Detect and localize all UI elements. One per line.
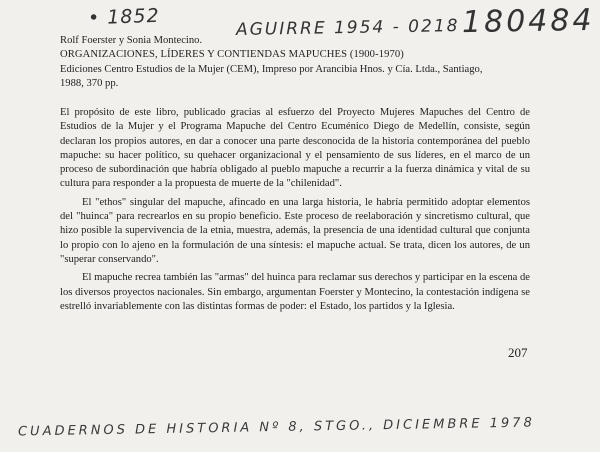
paragraph-3: El mapuche recrea también las "armas" del huinca para reclamar sus derechos y participar en la escena de los diversos proyectos nacionales. Sin embargo, argumentan Foerster y Montecino, la contestación indígena se estrelló invariablemente con las distintas formas de poder: el Estado, los partidos y la Iglesia. [60,272,530,312]
book-title: ORGANIZACIONES, LÍDERES Y CONTIENDAS MAPUCHES (1900-1970) [60,49,404,61]
review-body [60,106,530,318]
publisher-line-2: 1988, 370 pp. [60,77,119,89]
citation-block [60,34,550,91]
handwritten-source-note: CUADERNOS DE HISTORIA Nº 8, STGO., DICIEMBRE 1978 [17,415,535,440]
handwritten-record-number: 180484 [461,2,595,41]
handwritten-catalog-code: AGUIRRE 1954 - 0218 [235,16,460,40]
paragraph-1: El propósito de este libro, publicado gracias al esfuerzo del Proyecto Mujeres Mapuches del Centro de Estudios de la Mujer y el Programa Mapuche del Centro Ecuménico Diego de Medellín, consiste, según declaran los propios autores, en dar a conocer una parte desconocida de la historia contemporánea del pueblo mapuche: su hacer político, su quehacer organizacional y el pensamiento de sus líderes, en el marco de un proceso de subordinación que habría obligado al pueblo mapuche a recurrir a la fuerza dinámica y vital de su cultura para responder a la propuesta de muerte de la "chilenidad". [60,107,530,190]
paragraph-2: El "ethos" singular del mapuche, afincado en una larga historia, le habría permitido adoptar elementos del "huinca" para recrearlos en su propio beneficio. Este proceso de reelaboración y sincretismo cultural, que hizo posible la supervivencia de la etnia, muestra, además, la presencia de una identidad cultural que conjunta lo propio con lo ajeno en la formulación de una síntesis: el mapuche actual. Se trata, dicen los autores, de un "superar conservando". [60,196,530,265]
page-number: 207 [508,345,528,360]
authors: Rolf Foerster y Sonia Montecino. [60,35,203,46]
handwritten-year: • 1852 [87,4,160,30]
publisher-line-1: Ediciones Centro Estudios de la Mujer (CEM), Impreso por Arancibia Hnos. y Cía. Ltda., Santiago, [60,63,483,75]
